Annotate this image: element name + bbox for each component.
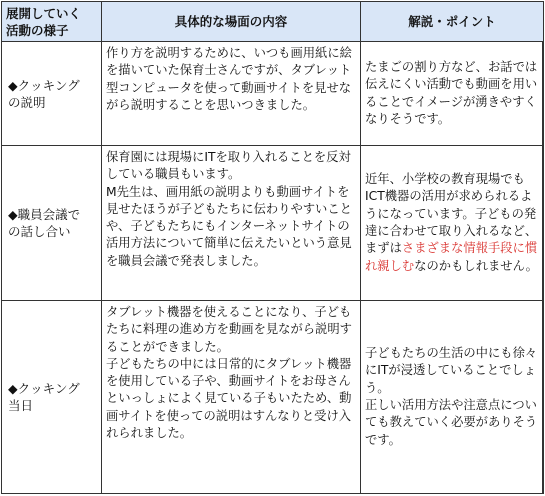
- content-paragraph: M先生は、画用紙の説明よりも動画サイトを見せたほうが子どもたちに伝わりやすいことや、子どもたちにもインターネットサイトの活用方法について簡単に伝えたいという意見を職員会議で発表しました。: [106, 184, 352, 268]
- header-activity-line2: 活動の様子: [6, 22, 69, 38]
- note-text-line2: 正しい活用方法や注意点についても教えていく必要がありそうです。: [365, 398, 538, 447]
- row-label: [2, 301, 102, 494]
- row-label-line1: ◆クッキング: [8, 77, 80, 93]
- note-text: たまごの割り方など、お話では伝えにくい活動でも動画を用いることでイメージが湧きやすくなりそうです。: [365, 59, 538, 126]
- content-paragraph: 作り方を説明するために、いつも画用紙に絵を描いていた保育士さんですが、タブレット型コンピュータを使って動画サイトを見せながら説明することを思いつきました。: [106, 46, 352, 112]
- row-content: [102, 42, 361, 146]
- table-row: [2, 42, 544, 146]
- row-content: [102, 301, 361, 494]
- table-row: [2, 146, 544, 301]
- row-content: [102, 146, 361, 301]
- note-text-end: なのかもしれません。: [414, 258, 538, 273]
- row-note: [361, 42, 544, 146]
- content-paragraph: タブレット機器を使えることになり、子どもたちに料理の進め方を動画を見ながら説明することができました。: [106, 305, 352, 354]
- row-label-line2: の説明: [8, 94, 46, 110]
- row-label: [2, 146, 102, 301]
- row-note: [361, 146, 544, 301]
- row-label: [2, 42, 102, 146]
- row-label-line1: ◆クッキング: [8, 381, 80, 396]
- header-content: 具体的な場面の内容: [102, 2, 361, 42]
- header-activity-line1: 展開していく: [6, 5, 82, 21]
- header-activity: [2, 2, 102, 42]
- content-paragraph: 保育園には現場にITを取り入れることを反対している職員もいます。: [106, 150, 351, 182]
- table-row: [2, 301, 544, 494]
- note-text: 近年、小学校の教育現場でもICT機器の活用が求められるようになっています。子どもの発達に合わせて取り入れるなど、まずは: [365, 172, 538, 256]
- note-highlight: さまざまな情報手段に慣れ親しむ: [365, 241, 538, 273]
- note-text-line1: 子どもたちの生活の中にも徐々にITが浸透していることでしょう。: [365, 346, 538, 395]
- row-label-line2: 当日: [8, 398, 34, 413]
- activity-table: [1, 1, 544, 494]
- row-label-line1: ◆職員会議で: [8, 207, 81, 222]
- header-row: [2, 2, 544, 42]
- content-paragraph: 子どもたちの中には日常的にタブレット機器を使用している子や、動画サイトをお母さんといっしょによく見ている子もいたため、動画サイトを使っての説明はすんなりと受け入れられました。: [106, 356, 352, 441]
- header-point: 解説・ポイント: [361, 2, 544, 42]
- row-note: [361, 301, 544, 494]
- row-label-line2: の話し合い: [8, 224, 71, 239]
